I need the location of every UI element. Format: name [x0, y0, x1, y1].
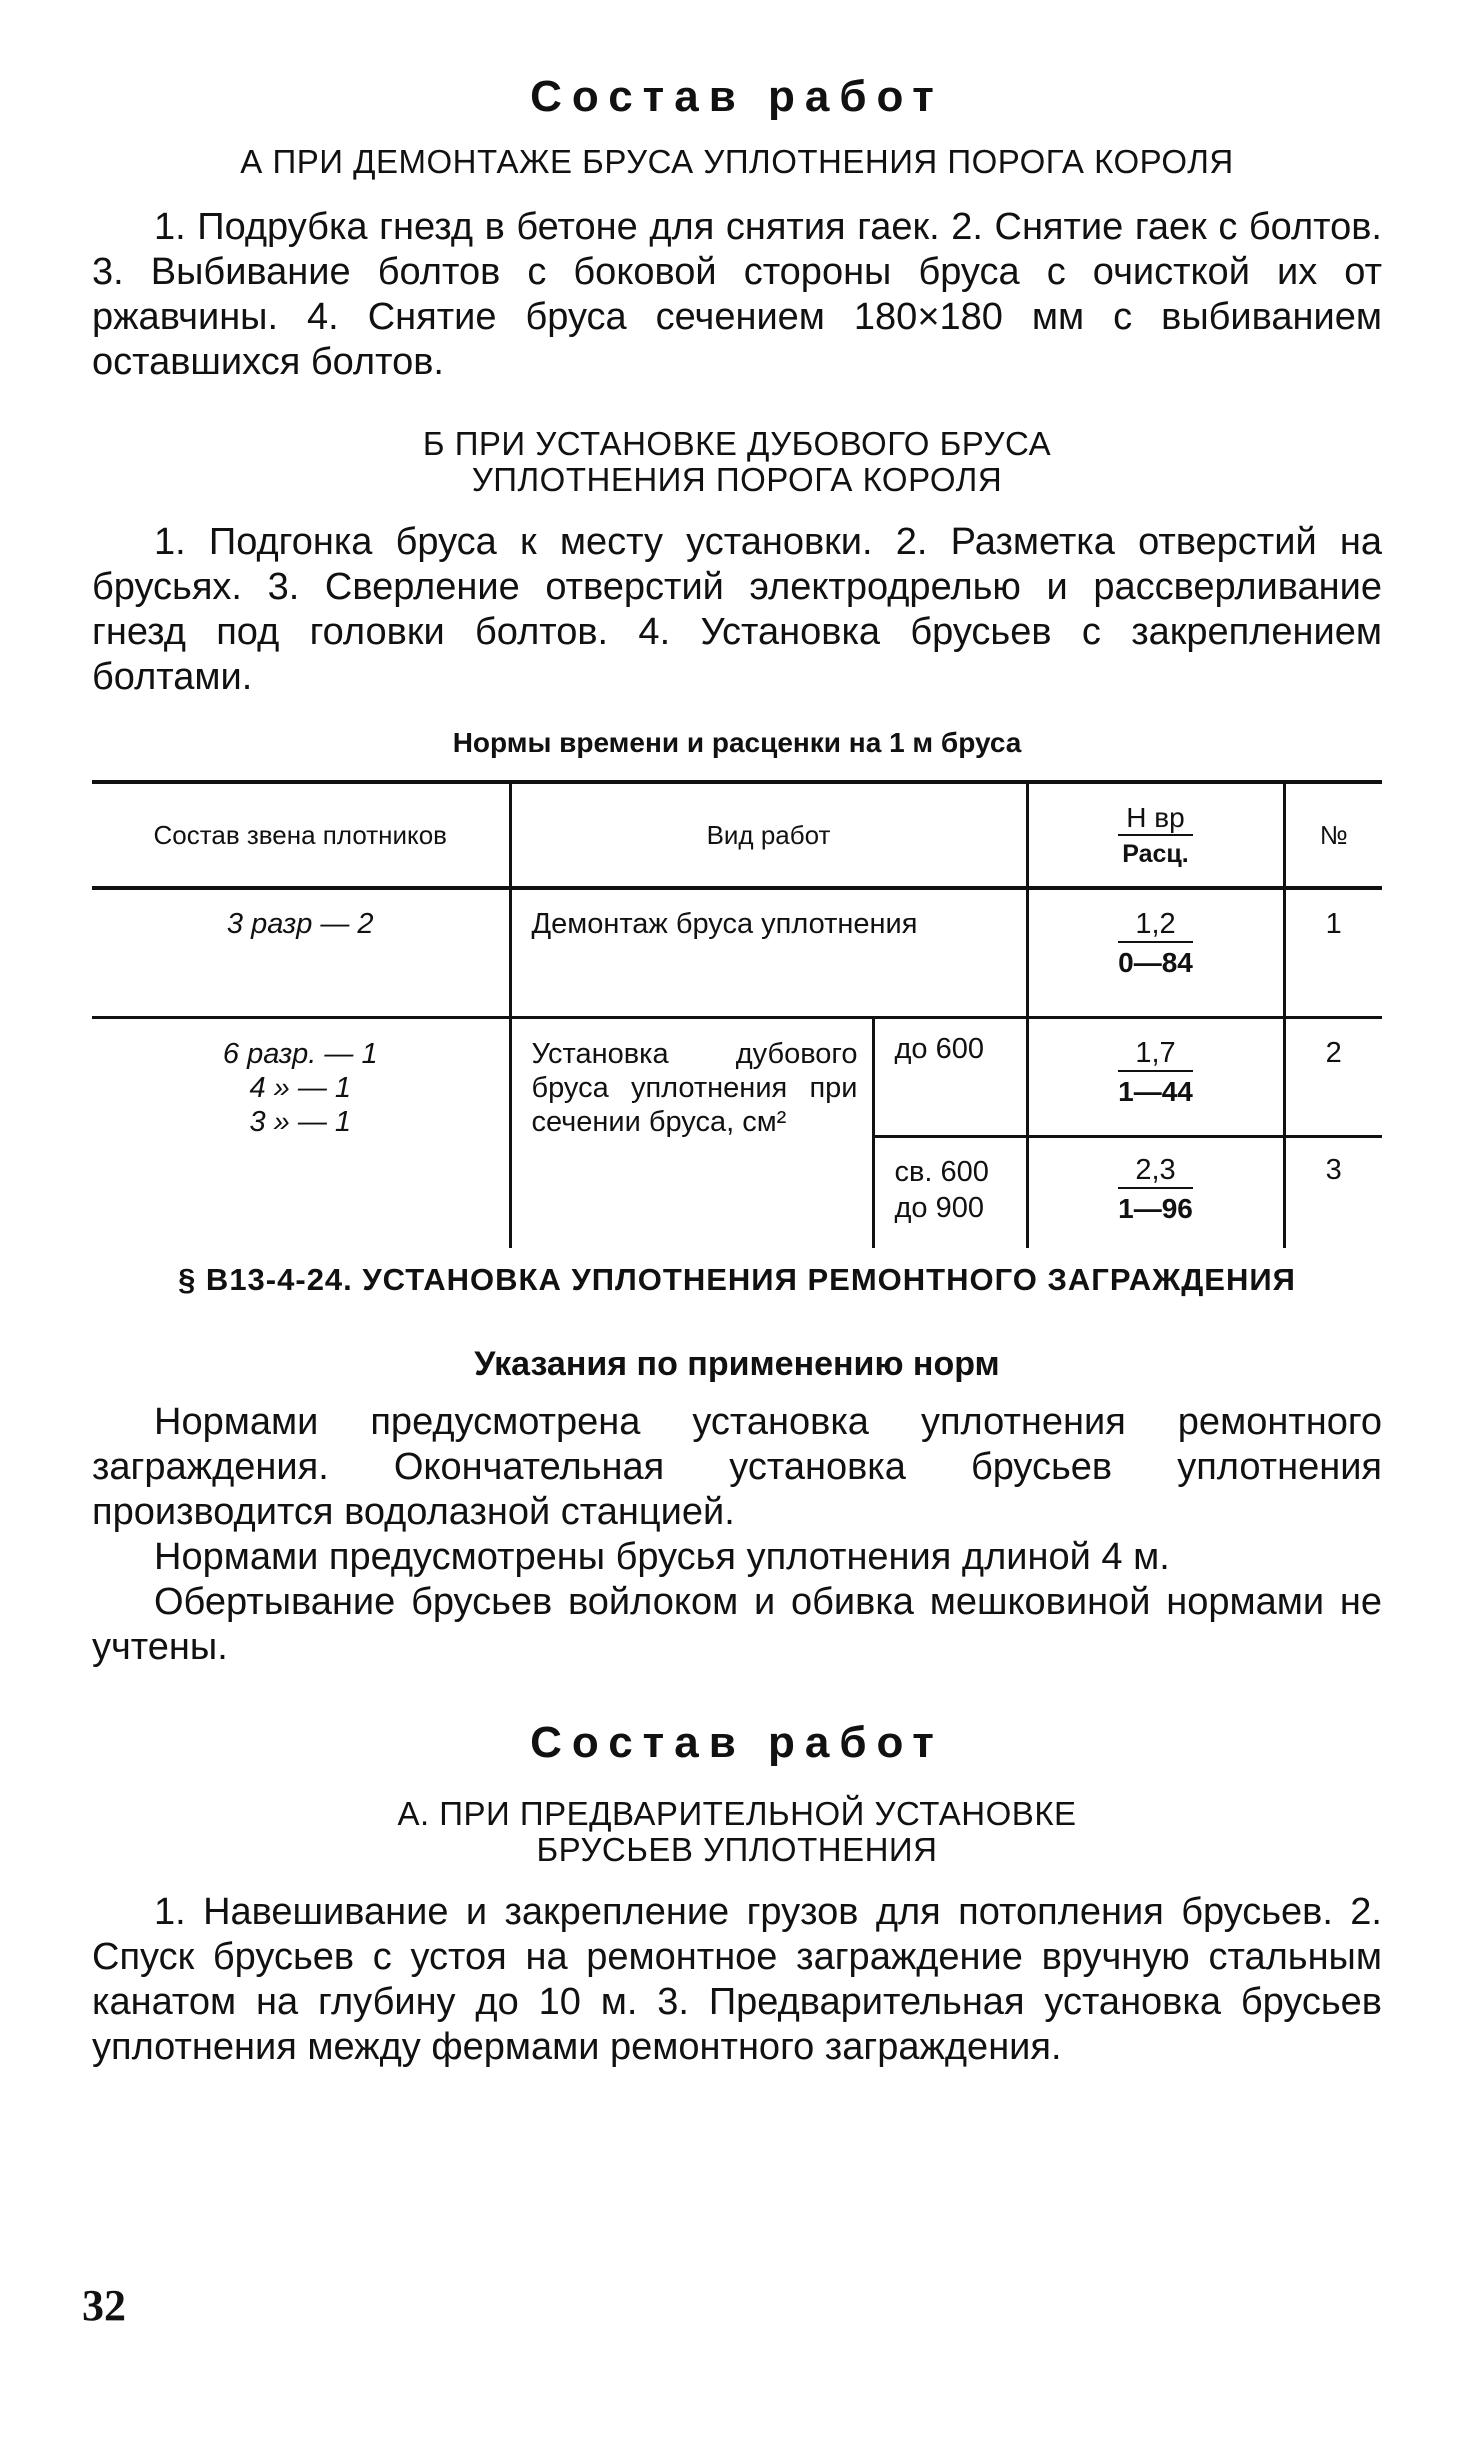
subheading-b-line2: УПЛОТНЕНИЯ ПОРОГА КОРОЛЯ	[471, 461, 1003, 498]
crew-cell	[92, 1018, 510, 1249]
rate: 1—96	[1118, 1193, 1193, 1224]
section-title: Состав работ	[530, 72, 944, 121]
header-no: №	[1284, 782, 1382, 888]
paragraph-works: 1. Навешивание и закрепление грузов для потопления брусьев. 2. Спуск брусьев с устоя на ремонтное заграждение вручную стальным канатом на глубину до 10 м. 3. Предварительная установка брусьев уплотнения между фермами ремонтного заграждения.	[92, 1891, 1382, 2068]
instructions-paragraph-3: Обертывание брусьев войлоком и обивка мешковиной нормами не учтены.	[92, 1581, 1382, 1668]
subheading-a-line1: А. ПРИ ПРЕДВАРИТЕЛЬНОЙ УСТАНОВКЕ	[397, 1795, 1077, 1832]
section-heading: § В13-4-24. УСТАНОВКА УПЛОТНЕНИЯ РЕМОНТНОГО ЗАГРАЖДЕНИЯ	[178, 1262, 1296, 1297]
section-title: Состав работ	[530, 1718, 944, 1767]
crew-line: 3 » — 1	[249, 1106, 352, 1138]
norm-cell	[1027, 1137, 1284, 1249]
norm-time: 1,7	[1118, 1037, 1193, 1072]
condition-line: до 900	[894, 1192, 984, 1224]
paragraph-b: 1. Подгонка бруса к месту установки. 2. Разметка отверстий на брусьях. 3. Сверление отверстий электродрелью и рассверливание гнезд под головки болтов. 4. Установка брусьев с закреплением болтами.	[92, 521, 1382, 698]
instructions-heading: Указания по применению норм	[474, 1345, 1000, 1383]
work-cell: Установка дубового бруса уплотнения при сечении бруса, см²	[510, 1018, 873, 1249]
subheading-a-line2: БРУСЬЕВ УПЛОТНЕНИЯ	[536, 1831, 938, 1868]
header-work: Вид работ	[510, 782, 1027, 888]
instructions-paragraph-1: Нормами предусмотрена установка уплотнения ремонтного заграждения. Окончательная установка брусьев уплотнения производится водолазной станцией.	[92, 1401, 1382, 1533]
header-norm	[1027, 782, 1284, 888]
norms-table	[92, 780, 1382, 1248]
norm-cell	[1027, 888, 1284, 1018]
table-caption: Нормы времени и расценки на 1 м бруса	[452, 727, 1022, 758]
crew-line: 4 » — 1	[249, 1072, 352, 1104]
no-cell: 1	[1284, 888, 1382, 1018]
paragraph-a: 1. Подрубка гнезд в бетоне для снятия гаек. 2. Снятие гаек с болтов. 3. Выбивание болтов с боковой стороны бруса с очисткой их от ржавчины. 4. Снятие бруса сечением 180×180 мм с выбиванием оставшихся болтов.	[92, 206, 1382, 383]
condition-line: св. 600	[894, 1156, 989, 1188]
norm-time: 1,2	[1118, 908, 1193, 943]
page-number: 32	[82, 2281, 126, 2330]
norm-cell	[1027, 1018, 1284, 1137]
crew-cell: 3 разр — 2	[92, 888, 510, 1018]
subheading-b-line1: Б ПРИ УСТАНОВКЕ ДУБОВОГО БРУСА	[422, 425, 1052, 462]
rate: 1—44	[1118, 1076, 1193, 1107]
header-crew: Состав звена плотников	[92, 782, 510, 888]
header-rate: Расц.	[1122, 839, 1189, 868]
norm-time: 2,3	[1118, 1154, 1193, 1189]
condition-cell	[873, 1137, 1027, 1249]
header-norm-time: Н вр	[1118, 802, 1192, 836]
table-row	[92, 888, 1382, 1018]
condition-cell: до 600	[873, 1018, 1027, 1137]
instructions-paragraph-2: Нормами предусмотрены брусья уплотнения длиной 4 м.	[154, 1536, 1170, 1578]
table-row	[92, 1018, 1382, 1137]
no-cell: 2	[1284, 1018, 1382, 1137]
crew-line: 6 разр. — 1	[222, 1038, 378, 1070]
subheading-a: А ПРИ ДЕМОНТАЖЕ БРУСА УПЛОТНЕНИЯ ПОРОГА КОРОЛЯ	[240, 143, 1234, 180]
no-cell: 3	[1325, 1154, 1342, 1186]
work-cell: Демонтаж бруса уплотнения	[510, 888, 1027, 1018]
rate: 0—84	[1118, 947, 1193, 978]
